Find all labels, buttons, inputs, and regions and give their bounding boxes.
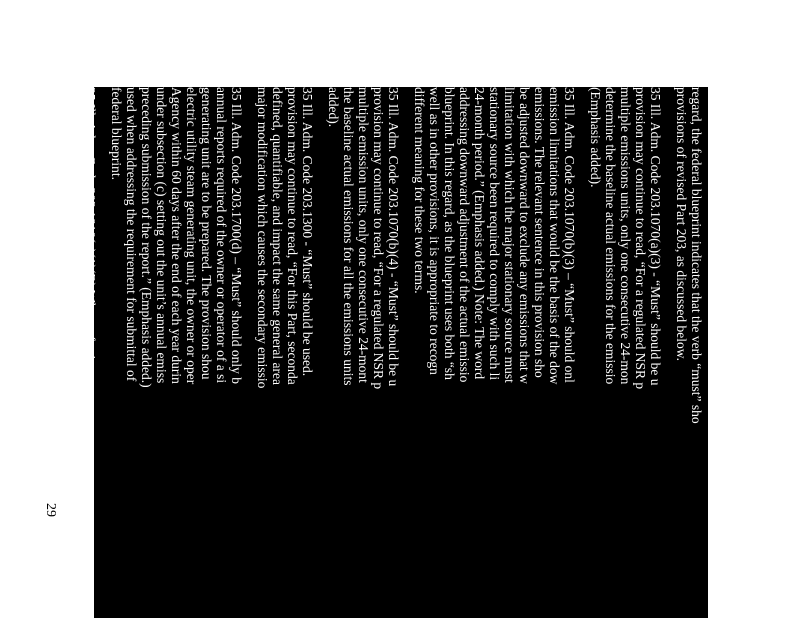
scanned-page-inverted bbox=[53, 87, 708, 618]
paragraph bbox=[255, 87, 315, 627]
text-line: added). bbox=[326, 87, 341, 128]
paragraph-gap bbox=[244, 87, 255, 627]
text-line: the baseline actual emissions for all the emissions units bbox=[341, 87, 356, 386]
paragraph-gap bbox=[315, 87, 326, 627]
text-line: 35 Ill. Adm. Code 203.1700(d) – “Must” should only b bbox=[229, 87, 244, 384]
paragraph-gap bbox=[577, 87, 588, 627]
text-line: multiple emissions units, only one consecutive 24-mon bbox=[618, 87, 633, 385]
text-line: emissions. The relevant sentence in this provision sho bbox=[532, 87, 547, 378]
text-line: 35 Ill. Adm. Code 203.1070(a)(3) - “Must” should be u bbox=[648, 87, 663, 386]
paragraph-gap bbox=[401, 87, 412, 627]
paragraph bbox=[109, 87, 244, 627]
text-line: provision may continue to read, “For a regulated NSR p bbox=[633, 87, 648, 390]
text-line: electric utility steam generating unit, the owner or oper bbox=[184, 87, 199, 385]
text-line: emission limitations that would be the basis of the dow bbox=[547, 87, 562, 385]
paragraph-gap bbox=[98, 87, 109, 627]
text-line: major modification which causes the secondary emissio bbox=[255, 87, 270, 389]
text-line: used when addressing the requirement for submittal of bbox=[124, 87, 139, 382]
text-line: generating unit are to be prepared. The provision shou bbox=[199, 87, 214, 380]
text-line: blueprint. In this regard, as the blueprint uses both “sh bbox=[442, 87, 457, 380]
text-line: should only be used. The provision should read, “The bbox=[53, 87, 68, 377]
text-line: defined, quantifiable, and impact the same general area bbox=[270, 87, 285, 385]
paragraph bbox=[412, 87, 577, 627]
paragraph-gap bbox=[663, 87, 674, 627]
text-line: regard, the federal blueprint indicates that the verb “must” sho bbox=[689, 87, 704, 424]
text-line: or operator of a major source or major modification pro bbox=[68, 87, 83, 388]
text-line: multiple emission units, only one consecutive 24-mont bbox=[356, 87, 371, 383]
text-line: 35 Ill. Adm. Code 203.1070(b)(3) – “Must” should onl bbox=[562, 87, 577, 383]
text-line: provision may continue to read, “For a regulated NSR p bbox=[371, 87, 386, 390]
rotated-text-body bbox=[53, 87, 708, 627]
text-line: 35 Ill. Adm. Code 203.1070(b)(4) - “Must” should be u bbox=[386, 87, 401, 387]
paragraph bbox=[53, 87, 98, 627]
text-line: Agency within 60 days after the end of each year durin bbox=[169, 87, 184, 384]
text-line: limitation with which the major stationary source must bbox=[502, 87, 517, 383]
text-line: stationary source been required to comply with such li bbox=[487, 87, 502, 381]
text-line: 35 Ill. Adm. Code 203.1300 - “Must” should be used. bbox=[300, 87, 315, 377]
text-line: addressing downward adjustment of the actual emissio bbox=[457, 87, 472, 383]
text-line: 35 Ill. Adm. Code 203.1810(a)(1)(B) When referring bbox=[83, 87, 98, 373]
text-line: federal blueprint. bbox=[109, 87, 124, 180]
text-line: be adjusted downward to exclude any emissions that w bbox=[517, 87, 532, 384]
text-line: different meaning for these two terms. bbox=[412, 87, 427, 294]
paragraph bbox=[588, 87, 663, 627]
text-line: (Emphasis added). bbox=[588, 87, 603, 188]
text-line: preceding submission of the report.” (Emphasis added.) bbox=[139, 87, 154, 388]
text-line: annual reports required of the owner or operator of a si bbox=[214, 87, 229, 384]
text-line: 24-month period.” (Emphasis added.) Note: The word bbox=[472, 87, 487, 380]
paragraph bbox=[674, 87, 704, 627]
paragraph bbox=[326, 87, 401, 627]
text-line: provisions of revised Part 203, as discussed below. bbox=[674, 87, 689, 361]
text-line: determine the baseline actual emissions for the emissio bbox=[603, 87, 618, 385]
page-number: 29 bbox=[43, 503, 58, 517]
text-line: provision may continue to read, “For this Part, seconda bbox=[285, 87, 300, 385]
text-line: under subsection (c) setting out the unit’s annual emiss bbox=[154, 87, 169, 384]
text-line: well as in other provisions, it is appropriate to recogn bbox=[427, 87, 442, 375]
